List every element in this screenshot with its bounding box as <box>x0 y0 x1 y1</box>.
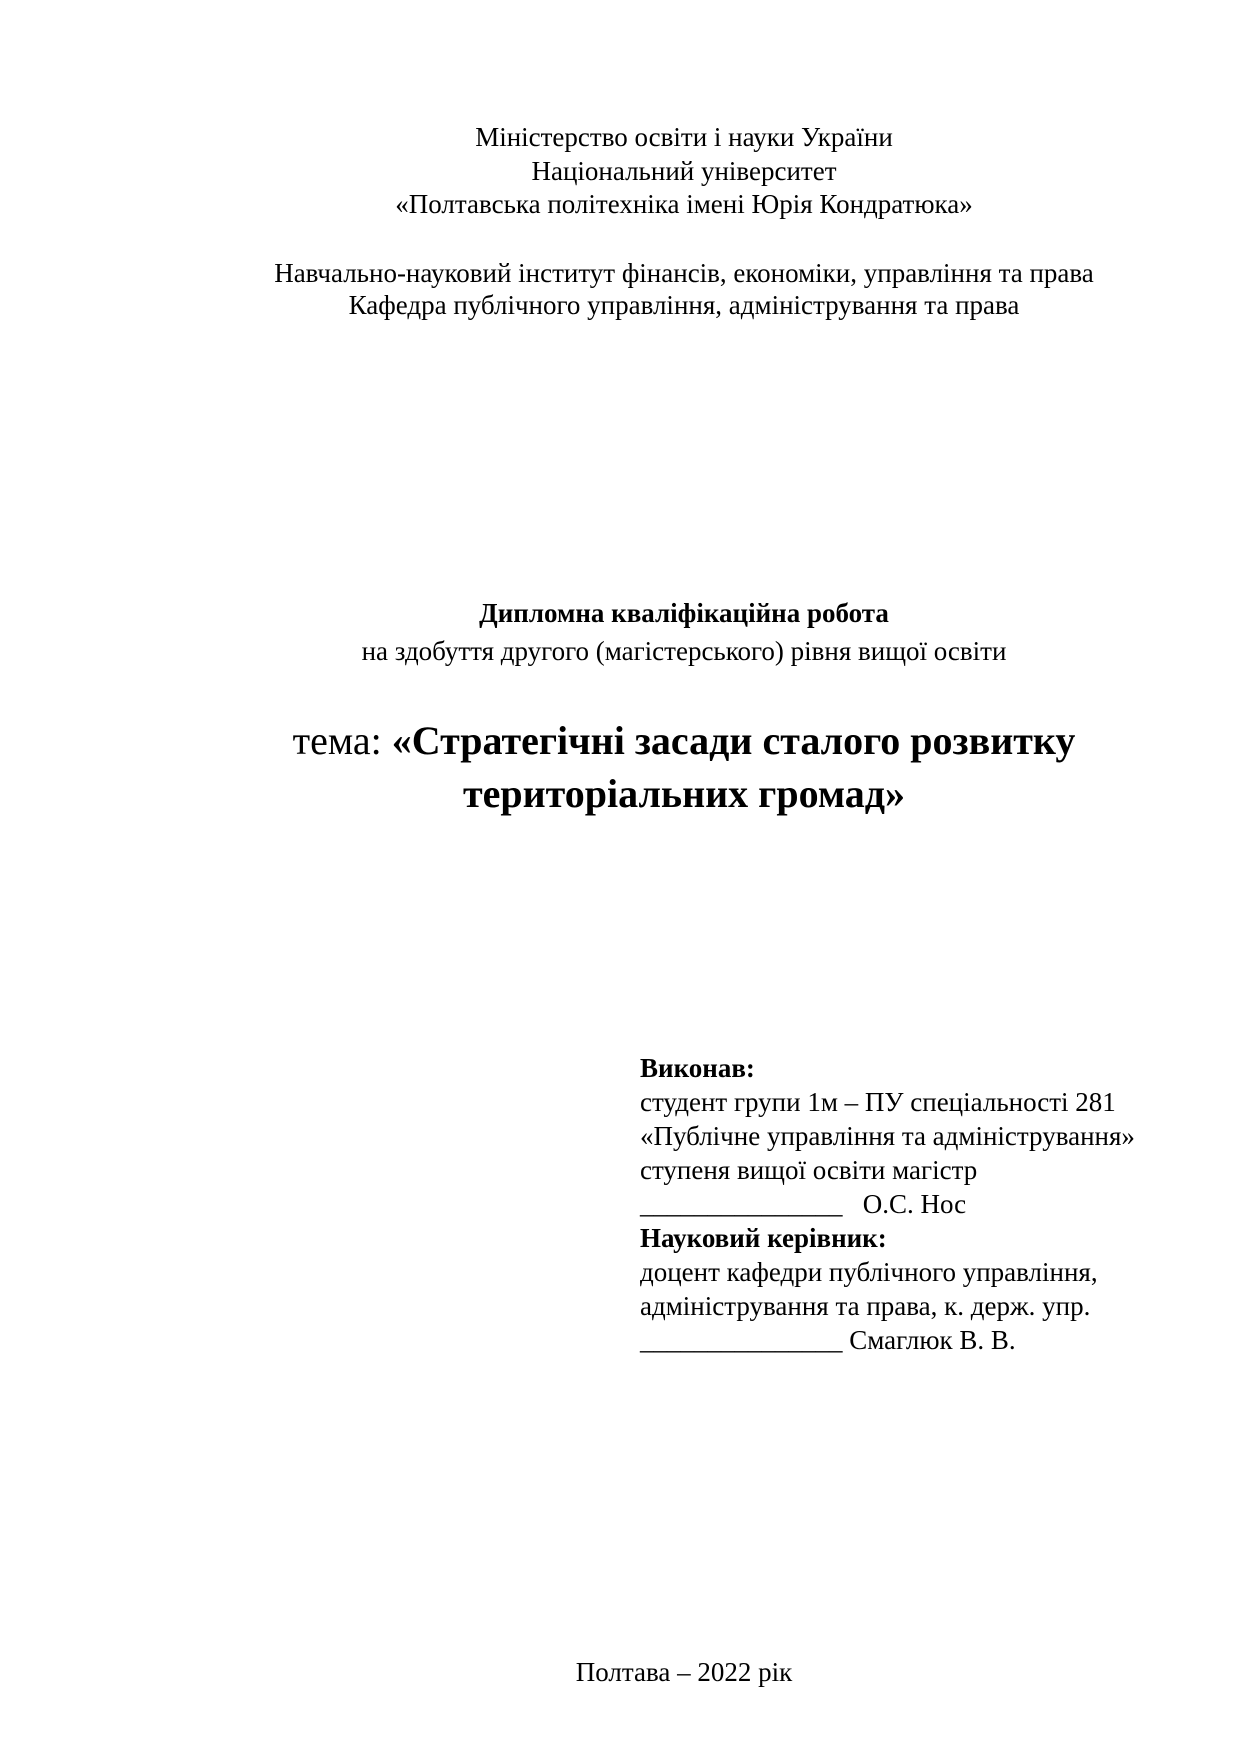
ministry: Міністерство освіти і науки України <box>475 122 893 152</box>
supervisor-label: Науковий керівник: <box>640 1223 887 1253</box>
university-full-name: «Полтавська політехніка імені Юрія Кондратюка» <box>395 189 973 219</box>
supervisor-signature: _______________ Смаглюк В. В. <box>640 1325 1016 1355</box>
city-year: Полтава – 2022 рік <box>575 1657 793 1687</box>
supervisor-position-2: адміністрування та права, к. держ. упр. <box>640 1291 1091 1321</box>
university-name: Національний університет <box>531 156 837 186</box>
author-label: Виконав: <box>640 1053 755 1083</box>
degree-level: на здобуття другого (магістерського) рівня вищої освіти <box>361 636 1007 666</box>
topic-prefix: тема: <box>292 718 392 763</box>
work-type: Дипломна кваліфікаційна робота <box>479 598 889 628</box>
topic-line-2: територіальних громад» <box>462 771 906 816</box>
topic-title-part-1: «Стратегічні засади сталого розвитку <box>391 718 1076 763</box>
author-degree: ступеня вищої освіти магістр <box>640 1155 978 1185</box>
author-specialty: «Публічне управління та адміністрування» <box>640 1121 1135 1151</box>
author-group: студент групи 1м – ПУ спеціальності 281 <box>640 1087 1116 1117</box>
topic-line-1 <box>140 714 1228 767</box>
department: Кафедра публічного управління, адміністрування та права <box>348 290 1020 320</box>
institute: Навчально-науковий інститут фінансів, економіки, управління та права <box>274 258 1094 288</box>
author-signature: _______________ О.С. Нос <box>640 1189 967 1219</box>
supervisor-position: доцент кафедри публічного управління, <box>640 1257 1098 1287</box>
